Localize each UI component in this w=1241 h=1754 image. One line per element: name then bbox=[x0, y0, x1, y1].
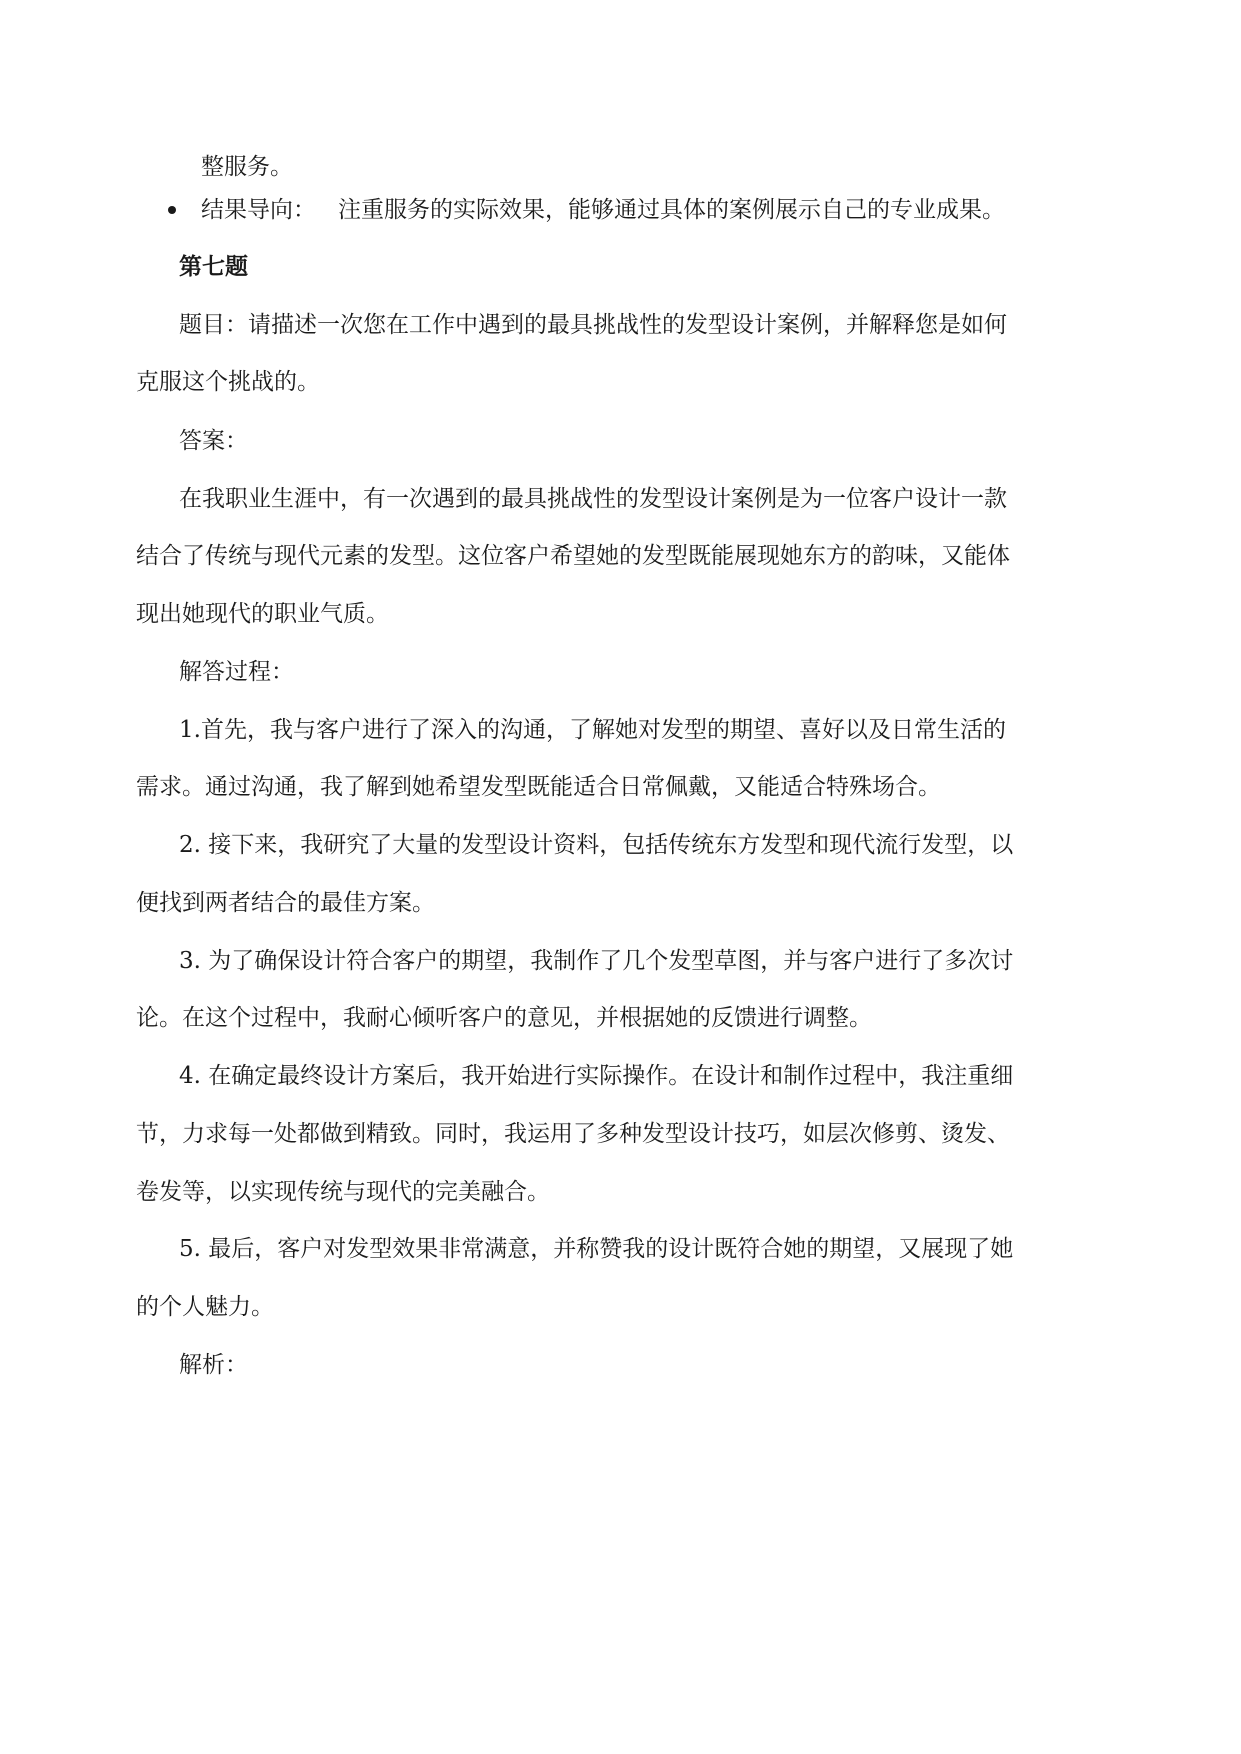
process-label: 解答过程： bbox=[179, 659, 294, 685]
step-1-line-1: 1.首先，我与客户进行了深入的沟通，了解她对发型的期望、喜好以及日常生活的 bbox=[179, 717, 1006, 743]
answer-line-2: 结合了传统与现代元素的发型。这位客户希望她的发型既能展现她东方的韵味，又能体 bbox=[136, 543, 1010, 569]
paragraph-continuation: 整服务。 bbox=[201, 154, 293, 180]
step-4-line-1: 4. 在确定最终设计方案后，我开始进行实际操作。在设计和制作过程中，我注重细 bbox=[179, 1063, 1014, 1089]
question-line-2: 克服这个挑战的。 bbox=[136, 369, 320, 395]
answer-line-3: 现出她现代的职业气质。 bbox=[136, 601, 389, 627]
question-line-1: 题目：请描述一次您在工作中遇到的最具挑战性的发型设计案例，并解释您是如何 bbox=[179, 312, 1007, 338]
bullet-icon bbox=[168, 206, 176, 214]
answer-line-1: 在我职业生涯中，有一次遇到的最具挑战性的发型设计案例是为一位客户设计一款 bbox=[179, 486, 1007, 512]
bullet-item bbox=[201, 195, 1005, 225]
step-2-line-1: 2. 接下来，我研究了大量的发型设计资料，包括传统东方发型和现代流行发型，以 bbox=[179, 832, 1014, 858]
step-1-line-2: 需求。通过沟通，我了解到她希望发型既能适合日常佩戴，又能适合特殊场合。 bbox=[136, 774, 941, 800]
answer-label: 答案： bbox=[179, 428, 248, 454]
bullet-text: 注重服务的实际效果，能够通过具体的案例展示自己的专业成果。 bbox=[338, 197, 1005, 223]
step-4-line-3: 卷发等，以实现传统与现代的完美融合。 bbox=[136, 1179, 550, 1205]
analysis-label: 解析： bbox=[179, 1352, 248, 1378]
section-heading: 第七题 bbox=[179, 253, 248, 280]
step-5-line-2: 的个人魅力。 bbox=[136, 1294, 274, 1320]
step-2-line-2: 便找到两者结合的最佳方案。 bbox=[136, 890, 435, 916]
step-3-line-2: 论。在这个过程中，我耐心倾听客户的意见，并根据她的反馈进行调整。 bbox=[136, 1005, 872, 1031]
step-5-line-1: 5. 最后，客户对发型效果非常满意，并称赞我的设计既符合她的期望，又展现了她 bbox=[179, 1236, 1014, 1262]
step-4-line-2: 节，力求每一处都做到精致。同时，我运用了多种发型设计技巧，如层次修剪、烫发、 bbox=[136, 1121, 1010, 1147]
step-3-line-1: 3. 为了确保设计符合客户的期望，我制作了几个发型草图，并与客户进行了多次讨 bbox=[179, 948, 1014, 974]
bullet-label: 结果导向： bbox=[201, 197, 316, 223]
